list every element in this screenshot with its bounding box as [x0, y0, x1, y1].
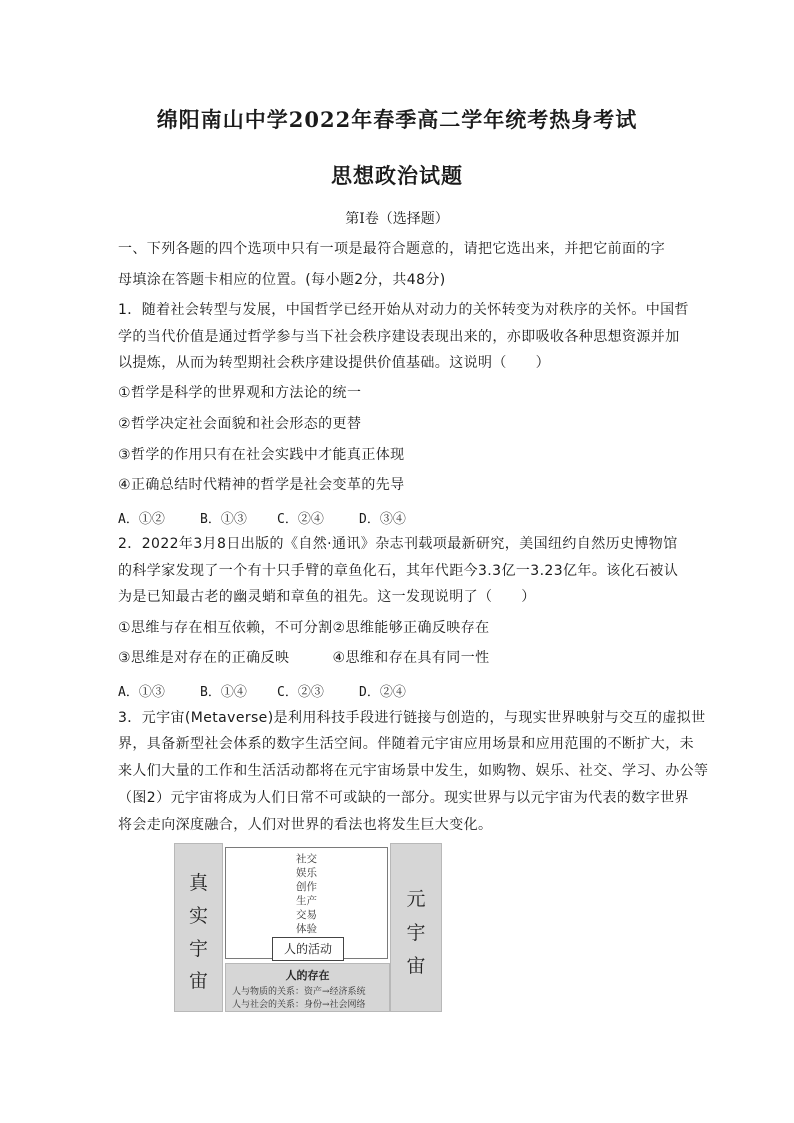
q1-options [118, 508, 406, 527]
subject-title: 思想政治试题 [331, 163, 463, 188]
activity-list [226, 852, 387, 936]
real-universe-char: 真 [188, 872, 208, 894]
metaverse-char: 宇 [406, 922, 426, 944]
q2-statement: ③思维是对存在的正确反映 ④思维和存在具有同一性 [118, 650, 490, 666]
instruction-line: 一、下列各题的四个选项中只有一项是最符合题意的，请把它选出来，并把它前面的字 [118, 241, 666, 257]
human-activity-label: 人的活动 [272, 937, 344, 961]
question-3-text: 将会走向深度融合，人们对世界的看法也将发生巨大变化。 [118, 817, 493, 833]
question-1-text: 学的当代价值是通过哲学参与当下社会秩序建设表现出来的，亦即吸收各种思想资源并加 [118, 329, 680, 345]
activity-item: 社交 [296, 853, 317, 865]
option-d: D．③④ [359, 512, 406, 527]
q1-statement: ④正确总结时代精神的哲学是社会变革的先导 [118, 477, 405, 493]
metaverse-char: 元 [406, 888, 426, 910]
question-3-text: 界，具备新型社会体系的数字生活空间。伴随着元宇宙应用场景和应用范围的不断扩大，未 [118, 736, 694, 752]
question-3-text: 来人们大量的工作和生活活动都将在元宇宙场景中发生，如购物、娱乐、社交、学习、办公等 [118, 763, 709, 779]
metaverse-panel [390, 843, 442, 1012]
question-3-text: （图2）元宇宙将成为人们日常不可或缺的一部分。现实世界与以元宇宙为代表的数字世界 [118, 790, 689, 806]
relation-line: 人与社会的关系：身份→社会网络 [232, 1000, 366, 1010]
activities-box [225, 847, 388, 959]
activity-item: 创作 [296, 881, 317, 893]
option-b: B．①③ [200, 512, 247, 527]
question-3-text: 3．元宇宙(Metaverse)是利用科技手段进行链接与创造的，与现实世界映射与交互的虚拟世 [118, 710, 706, 726]
human-existence-title: 人的存在 [285, 969, 330, 982]
school-title: 绵阳南山中学2022年春季高二学年统考热身考试 [156, 107, 638, 132]
option-b: B．①④ [200, 685, 247, 700]
real-universe-char: 宇 [188, 938, 208, 960]
option-a: A．①③ [118, 685, 165, 700]
section-title: 第Ⅰ卷（选择题） [345, 211, 449, 227]
real-universe-panel [174, 843, 223, 1012]
q1-statement: ③哲学的作用只有在社会实践中才能真正体现 [118, 447, 405, 463]
question-1-text: 以提炼，从而为转型期社会秩序建设提供价值基础。这说明（ ） [118, 355, 550, 371]
activity-item: 体验 [296, 923, 317, 935]
option-d: D．②④ [359, 685, 406, 700]
real-universe-char: 实 [188, 905, 208, 927]
question-2-text: 2．2022年3月8日出版的《自然·通讯》杂志刊载项最新研究，美国纽约自然历史博物馆 [118, 536, 678, 552]
metaverse-figure [174, 843, 442, 1012]
question-1-text: 1．随着社会转型与发展，中国哲学已经开始从对动力的关怀转变为对秩序的关怀。中国哲 [118, 302, 689, 318]
option-a: A．①② [118, 512, 165, 527]
real-universe-char: 宙 [188, 970, 208, 992]
question-2-text: 的科学家发现了一个有十只手臂的章鱼化石，其年代距今3.3亿一3.23亿年。该化石被认 [118, 563, 679, 579]
q2-statement: ①思维与存在相互依赖，不可分割②思维能够正确反映存在 [118, 620, 490, 636]
human-existence-box [225, 963, 390, 1012]
activity-item: 娱乐 [296, 867, 317, 879]
option-c: C．②③ [277, 685, 324, 700]
q1-statement: ②哲学决定社会面貌和社会形态的更替 [118, 416, 362, 432]
instruction-line: 母填涂在答题卡相应的位置。(每小题2分，共48分) [118, 272, 446, 288]
option-c: C．②④ [277, 512, 324, 527]
q1-statement: ①哲学是科学的世界观和方法论的统一 [118, 385, 362, 401]
question-2-text: 为是已知最古老的幽灵蛸和章鱼的祖先。这一发现说明了（ ） [118, 589, 536, 605]
q2-options [118, 681, 406, 700]
relation-line: 人与物质的关系：资产→经济系统 [232, 987, 366, 997]
metaverse-char: 宙 [406, 955, 426, 977]
activity-item: 交易 [296, 909, 317, 921]
activity-item: 生产 [296, 895, 317, 907]
